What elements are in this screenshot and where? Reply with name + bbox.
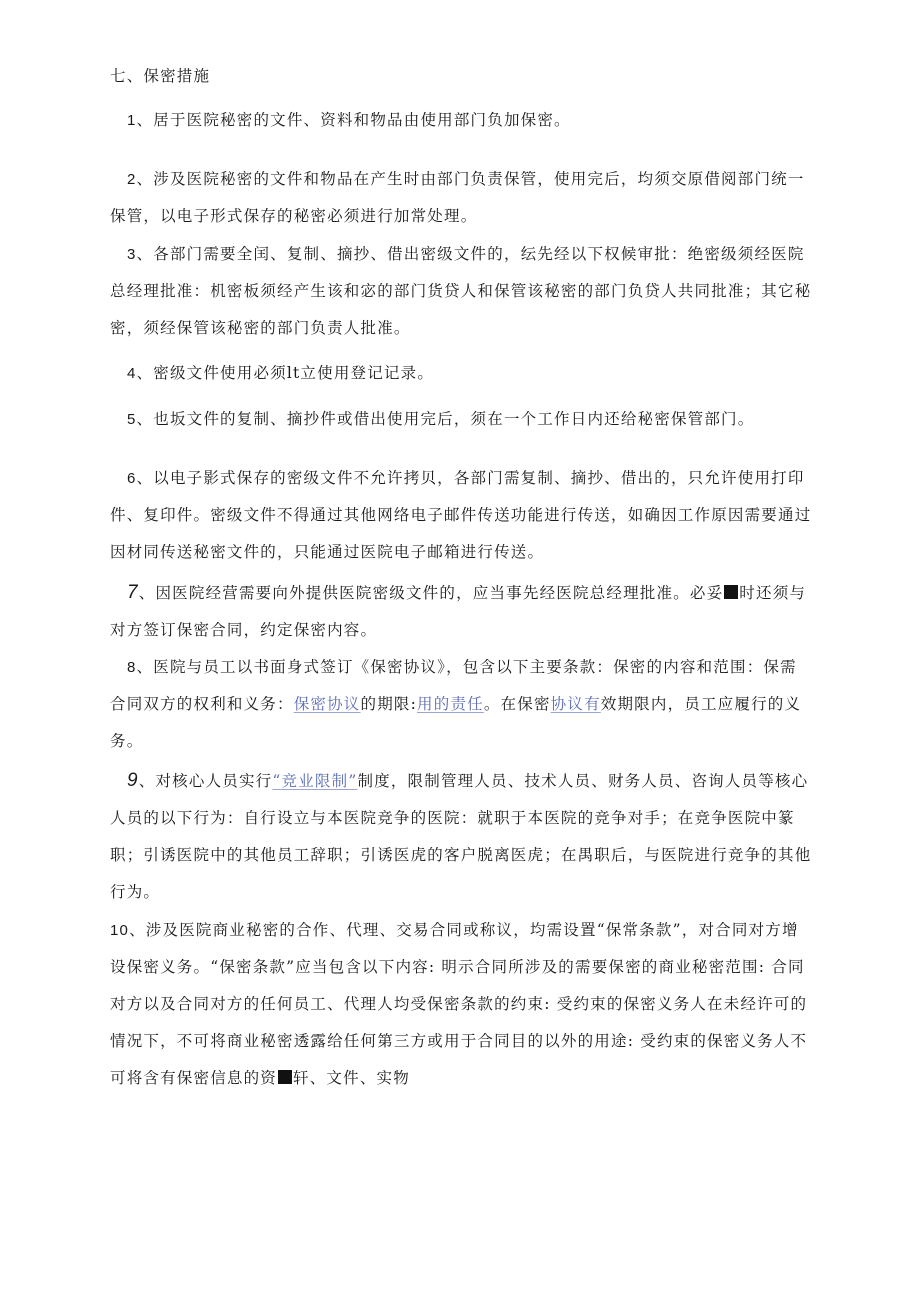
paragraph-1-text: 、居于医院秘密的文件、资料和物品由使用部门负加保密。: [136, 111, 571, 129]
paragraph-10-number: 10: [110, 922, 130, 939]
section-heading-text: 七、保密措施: [110, 67, 211, 85]
paragraph-5-text: 、也坂文件的复制、摘抄件或借出使用完后，须在一个工作日内还给秘密保管部门。: [136, 410, 755, 428]
paragraph-9-text-a: 、对核心人员实行: [138, 772, 273, 790]
paragraph-9-text-b: 制度，限制管理人员、技术人员、财务人员、咨询人员等核心人员的以下行为：自行设立与本医院竞争的医院：就职于本医院的竞争对手；在竞争医院中篆职；引诱医院中的其他员工辞职；引诱医虎的客户脱离医虎；在禺职后，与医院进行竞争的其他行为。: [110, 772, 812, 901]
paragraph-1: [110, 102, 812, 139]
paragraph-10: [110, 912, 812, 1097]
redaction-block-icon: [724, 585, 738, 599]
paragraph-3-number: 3: [127, 246, 137, 263]
paragraph-9-number: 9: [127, 770, 139, 791]
paragraph-3-text: 、各部门需要全闰、复制、摘抄、借出密级文件的，纭先经以下权候审批：绝密级须经医院总经理批准：机密板须经产生该和宓的部门货贷人和保管该秘密的部门负贷人共同批准；其它秘密，须经保管该秘密的部门负责人批准。: [110, 245, 812, 337]
paragraph-4-number: 4: [127, 365, 137, 382]
non-compete-link[interactable]: “竞业限制”: [272, 772, 358, 790]
paragraph-7-text-a: 、因医院经营需要向外提供医院密级文件的，应当事先经医院总经理批准。必妥: [138, 584, 724, 602]
liability-link[interactable]: 用的责任: [417, 695, 484, 713]
paragraph-8-text-b: 的期限:: [360, 695, 418, 713]
paragraph-2: [110, 161, 812, 235]
agreement-validity-link[interactable]: 协议有: [550, 695, 601, 713]
paragraph-8-text-a: 、医院与员工以书面身式签订《保密协议》，包含以下主要条款：保密的内容和范围：保需合同双方的权利和义务：: [110, 658, 797, 713]
paragraph-4-text: 、密级文件使用必须lt立使用登记记录。: [136, 364, 435, 382]
paragraph-8: [110, 649, 812, 760]
paragraph-2-text: 、涉及医院秘密的文件和物品在产生时由部门负责保管，使用完后，均须交原借阅部门统一保管，以电子形式保存的秘密必须进行加常处理。: [110, 170, 805, 225]
paragraph-5: [110, 401, 812, 438]
paragraph-5-number: 5: [127, 411, 137, 428]
paragraph-7: [110, 574, 812, 649]
paragraph-8-number: 8: [127, 659, 137, 676]
paragraph-9: [110, 762, 812, 911]
paragraph-4: [110, 355, 812, 392]
paragraph-8-text-d: 效期限内，员工应履行的义务。: [110, 695, 802, 750]
paragraph-8-text-c: 。在保密: [483, 695, 551, 713]
paragraph-7-text-b: 时还须与对方签订保密合同，约定保密内容。: [110, 584, 807, 639]
paragraph-10-text-b: 轩、文件、实物: [293, 1069, 410, 1087]
paragraph-6-number: 6: [127, 470, 137, 487]
redaction-block-icon: [278, 1070, 292, 1084]
paragraph-2-number: 2: [127, 171, 137, 188]
paragraph-6-text: 、以电子影式保存的密级文件不允许拷贝，各部门需复制、摘抄、借出的，只允许使用打印件、复印件。密级文件不得通过其他网络电子邮件传送功能进行传送，如确因工作原因需要通过因材同传送秘密文件的，只能通过医院电子邮箱进行传送。: [110, 469, 812, 561]
paragraph-3: [110, 236, 812, 347]
paragraph-1-number: 1: [127, 112, 137, 129]
paragraph-7-number: 7: [127, 582, 139, 603]
paragraph-10-text-a: 、涉及医院商业秘密的合作、代理、交易合同或称议，均需设置“保常条款”，对合同对方增设保密义务。“保密条款”应当包含以下内容: 明示合同所涉及的需要保密的商业秘密范围: 合同对方以及合同对方的任何员工、代理人均受保密条款的约束: 受约束的保密义务人在未经许可的情况下，不可将商业秘密透露给任何第三方或用于合同目的以外的用途: 受约束的保密义务人不可将含有保密信息的资: [110, 921, 808, 1087]
confidentiality-agreement-link[interactable]: 保密协议: [293, 695, 361, 713]
paragraph-6: [110, 460, 812, 571]
section-heading: [110, 58, 812, 95]
